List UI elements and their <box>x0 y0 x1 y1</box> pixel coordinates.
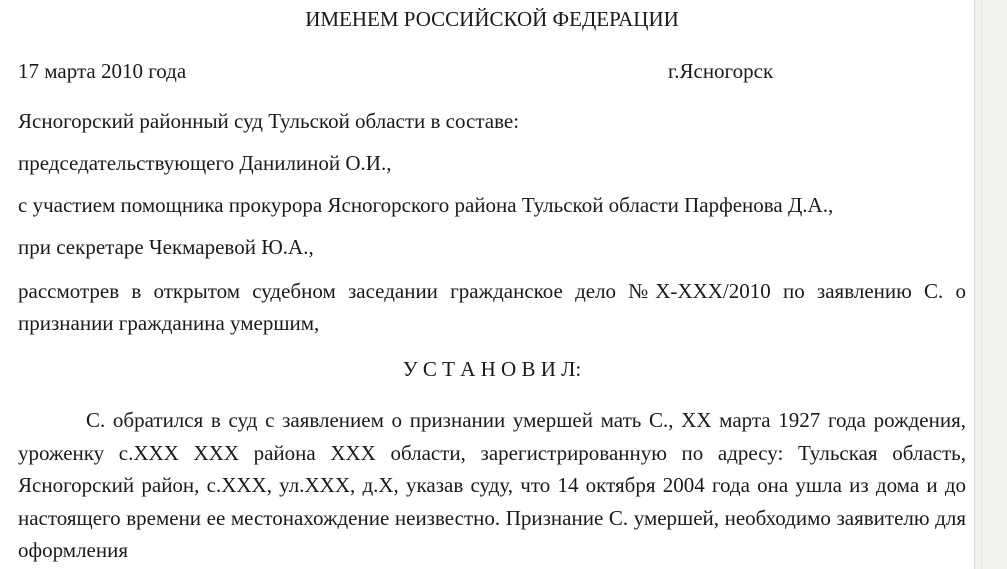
established-heading: У С Т А Н О В И Л: <box>402 357 582 381</box>
document-date: 17 марта 2010 года <box>18 59 187 83</box>
case-paragraph: рассмотрев в открытом судебном заседании гражданское дело №X-XXX/2010 по заявлению С. о признании гражданина умершим, <box>18 279 966 335</box>
margin-divider <box>981 0 982 569</box>
court-composition-line: Ясногорский районный суд Тульской области в составе: <box>18 109 520 133</box>
presiding-judge-line: председательствующего Данилиной О.И., <box>18 151 392 175</box>
main-paragraph: С. обратился в суд с заявлением о признании умершей мать С., XX марта 1927 года рождения, уроженку с.XXX XXX района XXX области, зарегистрированную по адресу: Тульская область, Ясногорский район, с.XXX, ул.XXX, д.X, указав суду, что 14 октября 2004 года она ушла из дома и до настоящего времени ее местонахождение неизвестно. Признание С. умершей, необходимо заявителю для оформления <box>18 408 966 562</box>
secretary-line: при секретаре Чекмаревой Ю.А., <box>18 235 314 259</box>
document-heading: ИМЕНЕМ РОССИЙСКОЙ ФЕДЕРАЦИИ <box>305 7 679 31</box>
page-right-margin <box>974 0 1007 569</box>
document-city: г.Ясногорск <box>668 59 774 83</box>
prosecutor-line: с участием помощника прокурора Ясногорского района Тульской области Парфенова Д.А., <box>18 193 834 217</box>
